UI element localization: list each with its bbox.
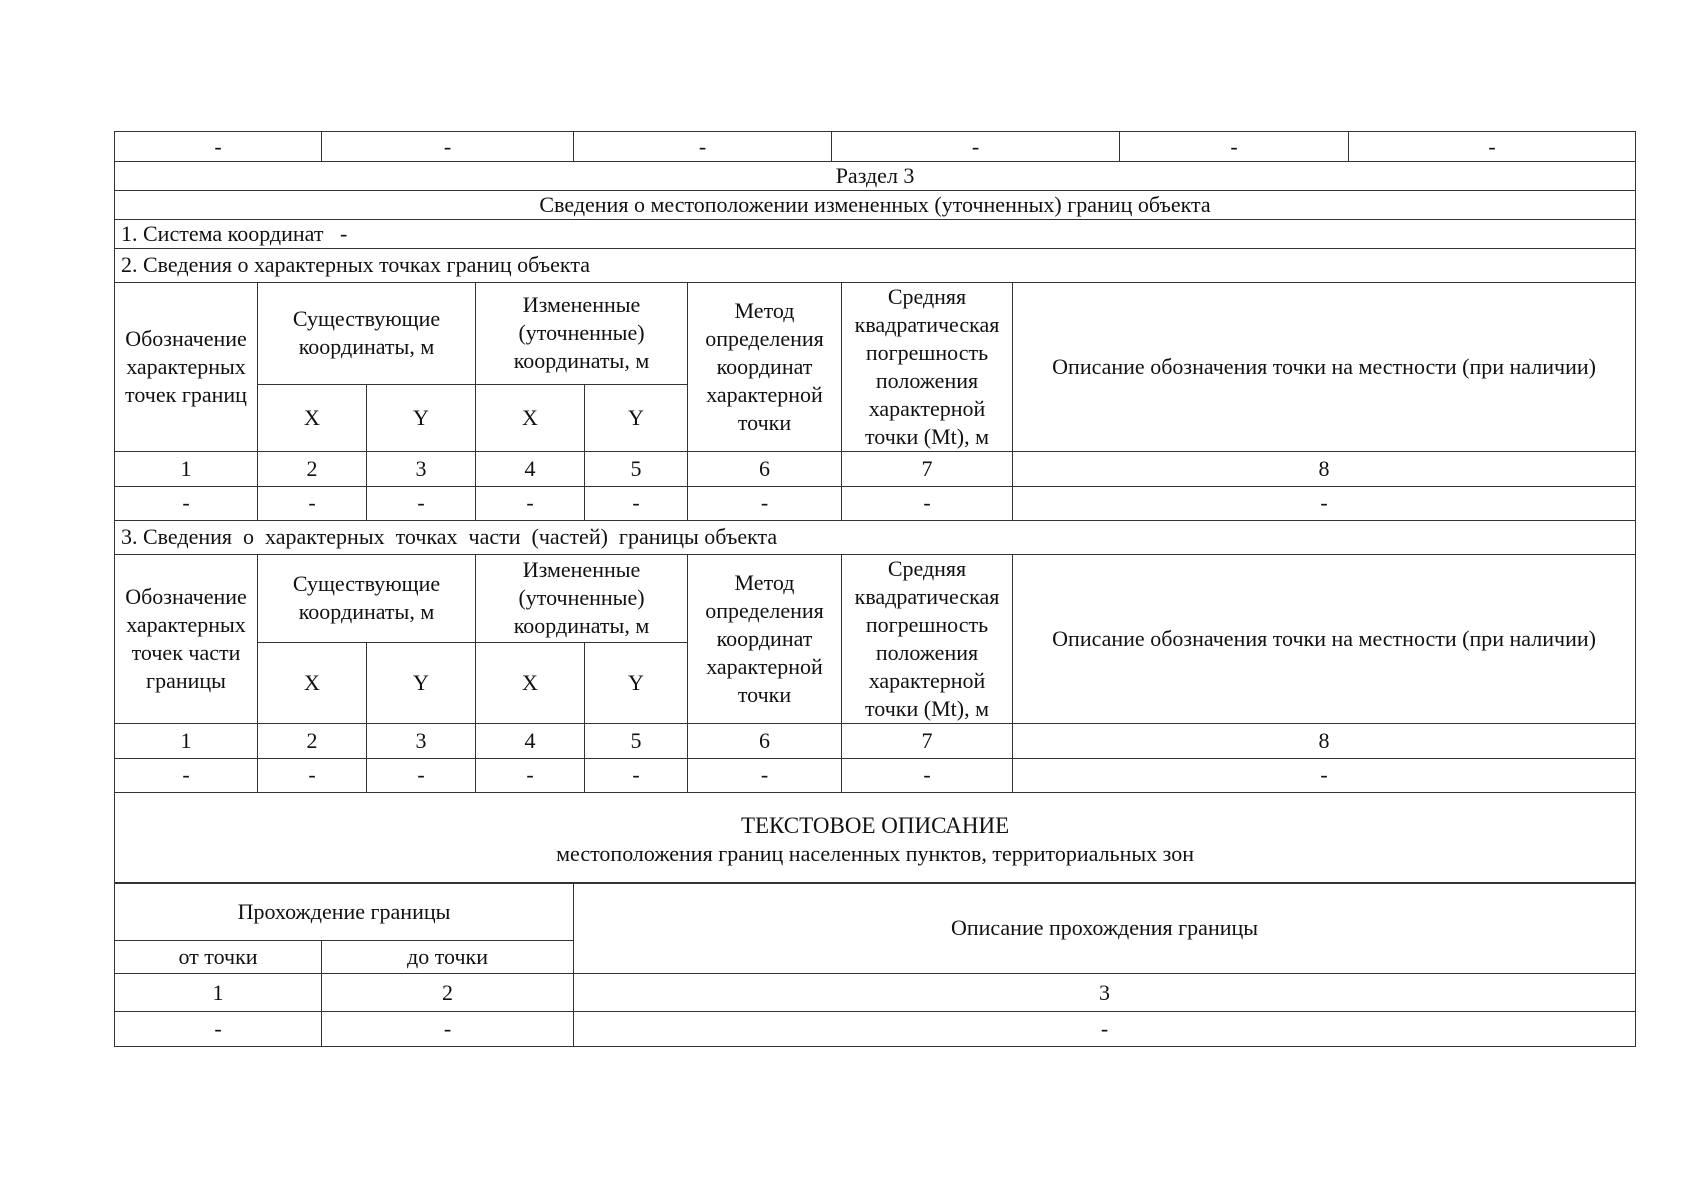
part3-col-method: Метод определения координат характерной точки [688, 554, 842, 723]
table-cell: - [322, 1012, 574, 1047]
section-heading: Раздел 3 [115, 161, 1636, 190]
table-row [115, 190, 1636, 219]
table-row [115, 554, 1636, 643]
table-row [115, 758, 1636, 792]
table-cell: - [367, 758, 476, 792]
table-cell: 4 [476, 723, 585, 758]
table-cell: - [842, 486, 1013, 520]
table-cell: - [688, 486, 842, 520]
section-title: Сведения о местоположении измененных (уточненных) границ объекта [115, 190, 1636, 219]
part2-col-existing-y: Y [367, 384, 476, 451]
table-cell: - [574, 132, 832, 162]
part3-heading: 3. Сведения о характерных точках части (частей) границы объекта [115, 520, 1636, 554]
table-cell: - [574, 1012, 1636, 1047]
table-cell: 2 [258, 723, 367, 758]
part2-col-existing: Существующие координаты, м [258, 282, 476, 384]
part3-col-changed-x: X [476, 643, 585, 723]
part2-col-changed: Измененные (уточненные) координаты, м [476, 282, 688, 384]
table-cell: - [115, 758, 258, 792]
table-cell: 7 [842, 451, 1013, 486]
table-cell: 6 [688, 451, 842, 486]
part3-col-error: Средняя квадратическая погрешность положения характерной точки (Mt), м [842, 554, 1013, 723]
table-cell: 2 [258, 451, 367, 486]
table-cell: 8 [1013, 451, 1636, 486]
table-cell: 7 [842, 723, 1013, 758]
table-cell: - [832, 132, 1120, 162]
boundary-passage-table [114, 882, 1636, 1047]
table-cell: 3 [367, 723, 476, 758]
section-table [114, 161, 1636, 884]
part2-heading: 2. Сведения о характерных точках границ объекта [115, 248, 1636, 282]
col-passage: Прохождение границы [115, 883, 574, 941]
col-passage-description: Описание прохождения границы [574, 883, 1636, 974]
table-cell: - [476, 486, 585, 520]
text-description-title: ТЕКСТОВОЕ ОПИСАНИЕ [740, 812, 1010, 838]
table-cell: - [367, 486, 476, 520]
table-row [115, 219, 1636, 248]
col-from-point: от точки [115, 941, 322, 974]
table-cell: 4 [476, 451, 585, 486]
text-description-block [115, 792, 1636, 883]
table-cell: - [842, 758, 1013, 792]
part2-col-changed-y: Y [585, 384, 688, 451]
col-to-point: до точки [322, 941, 574, 974]
table-cell: - [688, 758, 842, 792]
text-description-subtitle: местоположения границ населенных пунктов, территориальных зон [556, 840, 1194, 866]
table-cell: - [258, 758, 367, 792]
table-cell: - [1013, 486, 1636, 520]
table-row [115, 486, 1636, 520]
table-cell: - [258, 486, 367, 520]
top-continuation-table [114, 131, 1636, 162]
table-row [115, 1012, 1636, 1047]
table-row [115, 883, 1636, 941]
table-cell: 3 [574, 974, 1636, 1012]
table-row [115, 282, 1636, 384]
part3-col-designation: Обозначение характерных точек части границы [115, 554, 258, 723]
table-cell: 5 [585, 723, 688, 758]
table-cell: - [115, 132, 322, 162]
table-cell: - [1120, 132, 1349, 162]
part2-col-method: Метод определения координат характерной точки [688, 282, 842, 451]
part2-col-designation: Обозначение характерных точек границ [115, 282, 258, 451]
part3-col-existing-x: X [258, 643, 367, 723]
coord-system-label: 1. Система координат - [115, 219, 1636, 248]
table-row [115, 792, 1636, 883]
part3-col-changed: Измененные (уточненные) координаты, м [476, 554, 688, 643]
table-row [115, 974, 1636, 1012]
part3-col-existing-y: Y [367, 643, 476, 723]
table-cell: 8 [1013, 723, 1636, 758]
document-page [114, 131, 1635, 1047]
table-cell: 1 [115, 723, 258, 758]
part3-col-existing: Существующие координаты, м [258, 554, 476, 643]
table-row [115, 132, 1636, 162]
table-row [115, 161, 1636, 190]
table-cell: - [1349, 132, 1636, 162]
table-cell: - [585, 486, 688, 520]
table-row [115, 520, 1636, 554]
table-row [115, 248, 1636, 282]
table-cell: - [585, 758, 688, 792]
part3-col-changed-y: Y [585, 643, 688, 723]
part2-col-existing-x: X [258, 384, 367, 451]
table-cell: 3 [367, 451, 476, 486]
table-cell: 6 [688, 723, 842, 758]
table-cell: - [1013, 758, 1636, 792]
table-row [115, 451, 1636, 486]
table-cell: - [115, 1012, 322, 1047]
table-cell: 5 [585, 451, 688, 486]
table-cell: 1 [115, 974, 322, 1012]
part2-col-changed-x: X [476, 384, 585, 451]
table-row [115, 723, 1636, 758]
table-cell: 2 [322, 974, 574, 1012]
table-cell: - [476, 758, 585, 792]
table-cell: - [115, 486, 258, 520]
table-cell: 1 [115, 451, 258, 486]
table-cell: - [322, 132, 574, 162]
part2-col-description: Описание обозначения точки на местности (при наличии) [1013, 282, 1636, 451]
part3-col-description: Описание обозначения точки на местности (при наличии) [1013, 554, 1636, 723]
part2-col-error: Средняя квадратическая погрешность положения характерной точки (Mt), м [842, 282, 1013, 451]
